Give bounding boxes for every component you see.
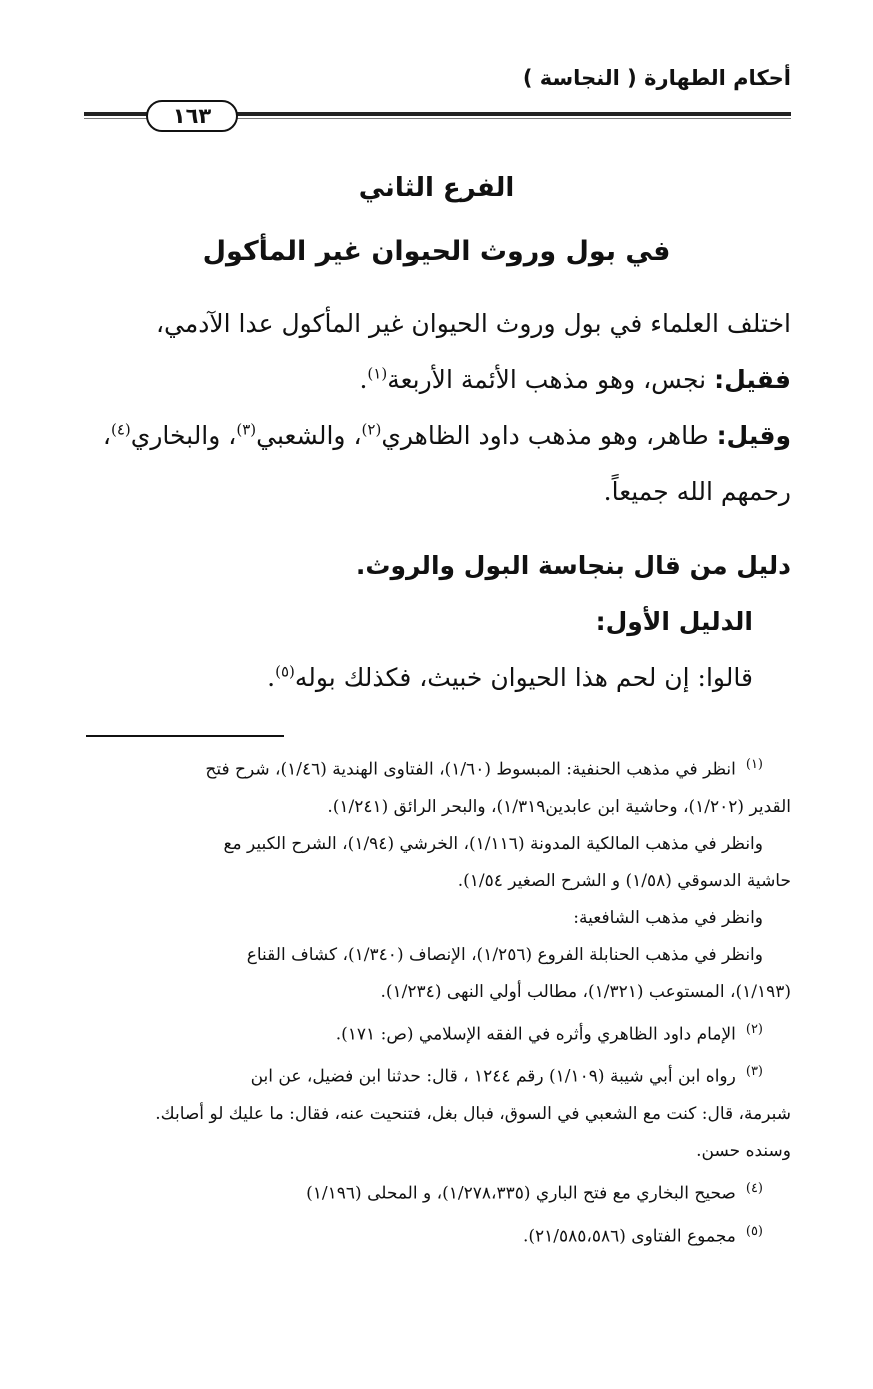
second-opinion-line (82, 408, 791, 464)
paragraph-intro (82, 296, 791, 520)
second-opinion-text-c: ، والبخاري (130, 421, 237, 450)
second-opinion-text-d: ، (102, 421, 111, 450)
footnote-2-number: (٢) (745, 1021, 763, 1037)
footnote-5-text: مجموع الفتاوى (٢١/٥٨٥،٥٨٦). (522, 1226, 736, 1247)
evidence-section (82, 538, 791, 706)
footnote-1-line-5: وانظر في مذهب الشافعية: (573, 907, 763, 928)
first-opinion-line (82, 352, 791, 408)
footnote-1-line-4: حاشية الدسوقي (١/٥٨) و الشرح الصغير ١/٥٤). (457, 870, 791, 891)
branch-heading: الفرع الثاني (358, 173, 515, 203)
footnote-ref-2: (٢) (361, 420, 382, 439)
footnote-3-text-1: رواه ابن أبي شيبة (١/١٠٩) رقم ١٢٤٤ ، قال: حدثنا ابن فضيل، عن ابن (250, 1066, 736, 1087)
intro-line: اختلف العلماء في بول وروث الحيوان غير المأكول عدا الآدمي، (155, 309, 791, 338)
running-title: أحكام الطهارة ( النجاسة ) (522, 66, 791, 90)
second-opinion-text-b: ، والشعبي (256, 421, 362, 450)
footnote-1-line-7: (١/١٩٣)، المستوعب (١/٣٢١)، مطالب أولي النهى (١/٢٣٤). (380, 981, 791, 1002)
footnote-ref-5: (٥) (275, 662, 295, 681)
footnote-2-text: الإمام داود الظاهري وأثره في الفقه الإسلامي (ص: ١٧١). (335, 1024, 736, 1045)
footnote-ref-1: (١) (367, 364, 388, 383)
evidence-heading: دليل من قال بنجاسة البول والروث. (355, 551, 791, 580)
footnote-5-number: (٥) (745, 1223, 763, 1239)
first-evidence-heading: الدليل الأول: (595, 607, 753, 636)
footnote-1-line-3: وانظر في مذهب المالكية المدونة (١/١١٦)، الخرشي (١/٩٤)، الشرح الكبير مع (223, 833, 763, 854)
evidence-text-line (82, 650, 753, 706)
footnote-ref-4: (٤) (110, 420, 131, 439)
first-opinion-text: نجس، وهو مذهب الأئمة الأربعة (387, 365, 707, 394)
page-number: ١٦٣ (146, 100, 238, 132)
footnotes (82, 746, 791, 1255)
footnote-4-text: صحيح البخاري مع فتح الباري (١/٢٧٨،٣٣٥)، و المحلى (١/١٩٦) (306, 1183, 736, 1204)
header-rule (84, 100, 791, 130)
footnote-2-line-1 (82, 1011, 763, 1054)
footnote-1-line-6: وانظر في مذهب الحنابلة الفروع (١/٢٥٦)، الإنصاف (١/٣٤٠)، كشاف القناع (246, 944, 763, 965)
second-opinion-text-a: طاهر، وهو مذهب داود الظاهري (381, 421, 709, 450)
second-opinion-label: وقيل: (716, 421, 791, 450)
second-opinion-continuation: رحمهم الله جميعاً. (603, 477, 791, 506)
footnote-3-number: (٣) (745, 1064, 763, 1080)
footnote-3-line-1 (82, 1053, 763, 1096)
footnote-1-number: (١) (745, 757, 763, 772)
footnote-1-line-1 (82, 746, 763, 789)
footnote-5-line-1 (82, 1213, 763, 1256)
footnote-4-number: (٤) (745, 1180, 763, 1196)
first-opinion-end: . (359, 365, 368, 394)
first-opinion-label: فقيل: (714, 365, 791, 394)
footnote-divider (86, 735, 284, 737)
topic-heading: في بول وروث الحيوان غير المأكول (202, 236, 671, 267)
footnote-ref-3: (٣) (236, 420, 257, 439)
footnote-4-line-1 (82, 1170, 763, 1213)
footnote-3-line-3: وسنده حسن. (696, 1140, 791, 1161)
evidence-end: . (267, 663, 276, 692)
footnote-1-text-1: انظر في مذهب الحنفية: المبسوط (١/٦٠)، الفتاوى الهندية (١/٤٦)، شرح فتح (205, 759, 736, 780)
footnote-1-line-2: القدير (١/٢٠٢)، وحاشية ابن عابدين١/٣١٩)، والبحر الرائق (١/٢٤١). (327, 796, 791, 817)
footnote-3-line-2: شبرمة، قال: كنت مع الشعبي في السوق، فبال بغل، فتنحيت عنه، فقال: ما عليك لو أصابك. (155, 1103, 791, 1124)
evidence-text: قالوا: إن لحم هذا الحيوان خبيث، فكذلك بوله (294, 663, 753, 692)
